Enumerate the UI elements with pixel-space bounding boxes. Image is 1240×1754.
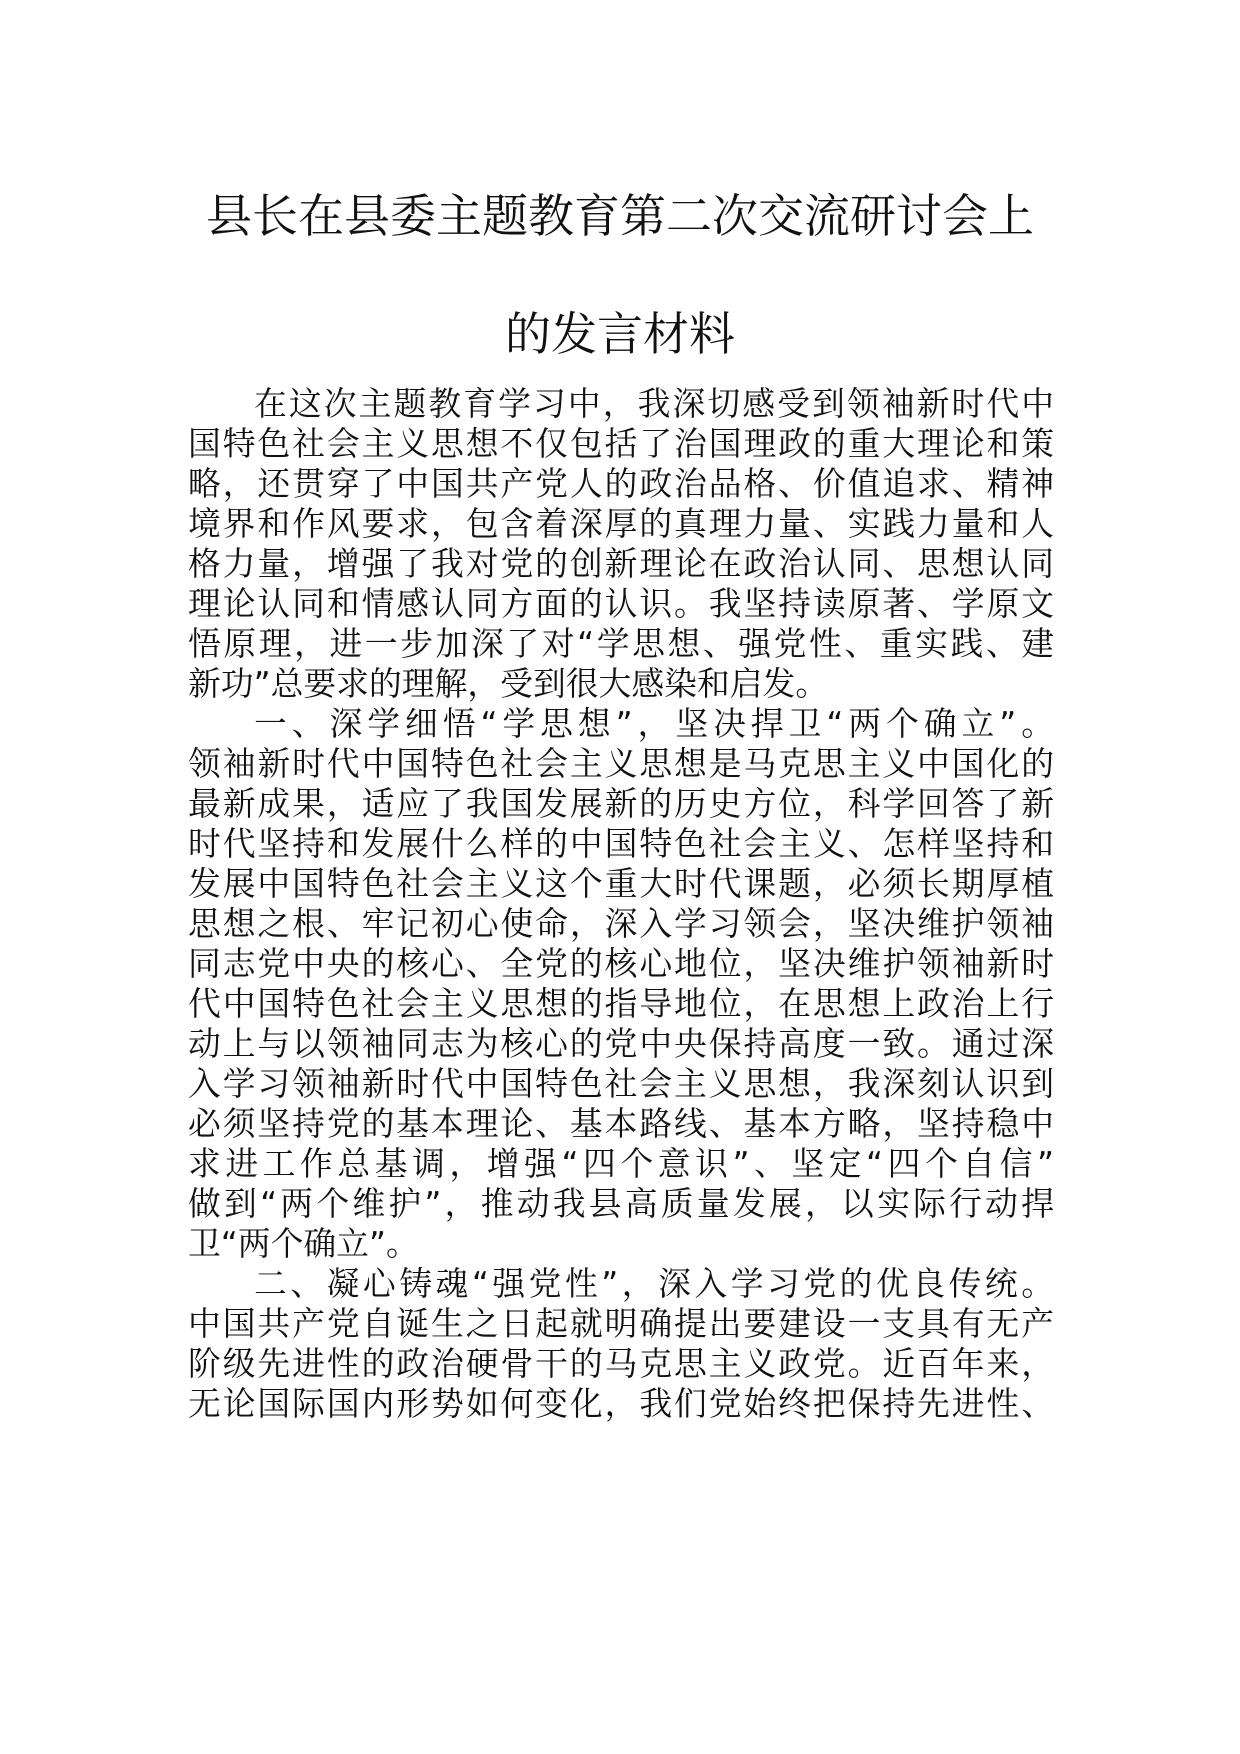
paragraph-2-line: 同志党中央的核心、全党的核心地位，坚决维护领袖新时 — [188, 945, 1054, 983]
paragraph-2-line: 最新成果，适应了我国发展新的历史方位，科学回答了新 — [188, 785, 1054, 823]
paragraph-1-line: 理论认同和情感认同方面的认识。我坚持读原著、学原文 — [188, 585, 1054, 623]
paragraph-2-line: 代中国特色社会主义思想的指导地位，在思想上政治上行 — [188, 985, 1054, 1023]
section-1-heading: 一、深学细悟“学思想”，坚决捍卫“两个确立”。 — [254, 705, 1054, 743]
paragraph-2-line: 入学习领袖新时代中国特色社会主义思想，我深刻认识到 — [188, 1065, 1054, 1103]
paragraph-1-line: 悟原理，进一步加深了对“学思想、强党性、重实践、建 — [188, 625, 1054, 663]
section-2-heading: 二、凝心铸魂“强党性”，深入学习党的优良传统。 — [254, 1265, 1054, 1303]
paragraph-1-line: 国特色社会主义思想不仅包括了治国理政的重大理论和策 — [188, 425, 1054, 463]
paragraph-2-line: 卫“两个确立”。 — [188, 1225, 419, 1263]
paragraph-3-line: 中国共产党自诞生之日起就明确提出要建设一支具有无产 — [188, 1305, 1054, 1343]
paragraph-1-line: 新功”总要求的理解，受到很大感染和启发。 — [188, 665, 829, 703]
document-title-line-1: 县长在县委主题教育第二次交流研讨会上 — [206, 189, 1034, 243]
paragraph-1-line: 略，还贯穿了中国共产党人的政治品格、价值追求、精神 — [188, 465, 1054, 503]
paragraph-2-line: 动上与以领袖同志为核心的党中央保持高度一致。通过深 — [188, 1025, 1054, 1063]
paragraph-2-line: 领袖新时代中国特色社会主义思想是马克思主义中国化的 — [188, 745, 1054, 783]
paragraph-1-line: 在这次主题教育学习中，我深切感受到领袖新时代中 — [254, 385, 1054, 423]
document-title-line-2: 的发言材料 — [505, 307, 735, 361]
paragraph-2-line: 做到“两个维护”，推动我县高质量发展，以实际行动捍 — [188, 1185, 1054, 1223]
paragraph-3-line: 无论国际国内形势如何变化，我们党始终把保持先进性、 — [188, 1385, 1054, 1423]
paragraph-3-line: 阶级先进性的政治硬骨干的马克思主义政党。近百年来， — [188, 1345, 1054, 1383]
paragraph-2-line: 发展中国特色社会主义这个重大时代课题，必须长期厚植 — [188, 865, 1054, 903]
paragraph-1-line: 格力量，增强了我对党的创新理论在政治认同、思想认同 — [188, 545, 1054, 583]
paragraph-2-line: 时代坚持和发展什么样的中国特色社会主义、怎样坚持和 — [188, 825, 1054, 863]
paragraph-1-line: 境界和作风要求，包含着深厚的真理力量、实践力量和人 — [188, 505, 1054, 543]
paragraph-2-line: 求进工作总基调，增强“四个意识”、坚定“四个自信” — [188, 1145, 1054, 1183]
paragraph-2-line: 思想之根、牢记初心使命，深入学习领会，坚决维护领袖 — [188, 905, 1054, 943]
paragraph-2-line: 必须坚持党的基本理论、基本路线、基本方略，坚持稳中 — [188, 1105, 1054, 1143]
